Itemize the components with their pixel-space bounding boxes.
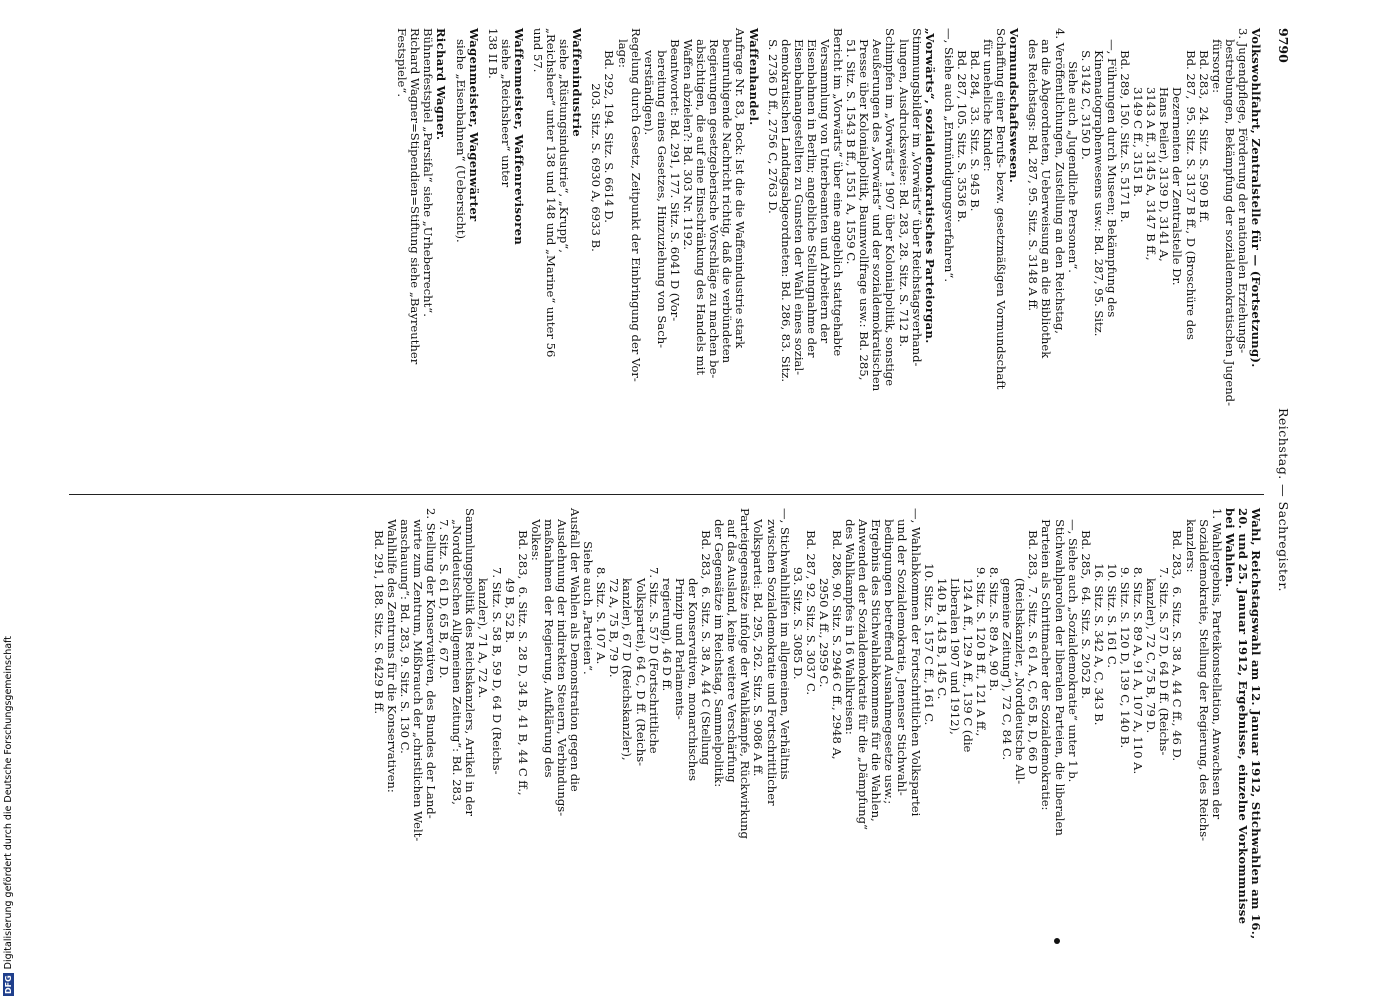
entry-line: demokratischen Landtagsabgeordneten: Bd. 286, 83. Sitz. xyxy=(778,28,793,383)
index-entry xyxy=(1026,28,1262,468)
entry-line: maßnahmen der Regierung, Aufklärung des xyxy=(541,508,556,778)
entry-line: siehe „Eisenbahnen“ (Uebersicht). xyxy=(453,28,468,243)
entry-line: und 57. xyxy=(531,28,546,73)
entry-line: Aeußerungen des „Vorwärts“ und der sozialdemokratischen xyxy=(870,28,885,392)
entry-line: „Norddeutschen Allgemeinen Zeitung“: Bd. 283, xyxy=(450,508,465,805)
entry-line: Stimmungsbilder im „Vorwärts“ über Reichstagsverhand- xyxy=(909,28,924,367)
entry-line: Anwenden der Sozialdemokratie für die „Dämpfung“ xyxy=(856,508,871,830)
entry-line: der Gegensätze im Reichstag, Sammelpolitik: xyxy=(712,508,727,788)
entry-line: 7. Sitz. S. 61 D, 65 B, 67 D. xyxy=(437,508,452,679)
entry-line: Parteien als Schrittmacher der Sozialdemokratie: xyxy=(1039,508,1054,811)
entry-line: Festspiele“. xyxy=(395,28,410,98)
entry-line: 2. Stellung der Konservativen, des Bundes der Land- xyxy=(424,508,439,819)
entry-line: an die Abgeordneten, Ueberweisung an die Bibliothek xyxy=(1039,28,1054,359)
entry-line: Parteigegensätze infolge der Wahlkämpfe, Rückwirkung xyxy=(738,508,753,839)
entry-line: Sammlungspolitik des Reichskanzlers, Artikel in der xyxy=(463,508,478,817)
entry-line: —, Siehe auch „Sozialdemokratie“ unter 1 b. xyxy=(1065,508,1080,783)
entry-line: für uneheliche Kinder: xyxy=(981,28,996,172)
entry-line: Waffen abzielen?: Bd. 303 Nr. 1192. xyxy=(681,28,696,251)
entry-line: Regierungen gesetzgeberische Vorschläge zu machen be- xyxy=(707,28,722,379)
running-title: Reichstag. — Sachregister. xyxy=(1276,407,1291,593)
entry-line: Bd. 292, 194. Sitz. S. 6614 D. xyxy=(602,28,617,223)
entry-line: lage: xyxy=(615,28,630,68)
entry-line: kanzler), 72 C, 75 B, 79 D. xyxy=(1144,508,1159,734)
index-entry xyxy=(531,28,583,468)
entry-line: regierung), 46 D ff. xyxy=(659,508,674,692)
entry-line: kanzler), 67 D (Reichskanzler), xyxy=(620,508,635,761)
entry-line: 8. Sitz. S. 89 A, 91 A, 107 A, 110 A. xyxy=(1131,508,1146,775)
entry-line: kanzlers: xyxy=(1183,508,1198,573)
page-number: 9790 xyxy=(1276,28,1291,63)
entry-line: Volkspartei: Bd. 295, 262. Sitz. S. 9086 A ff. xyxy=(751,508,766,777)
entry-heading: Wahl, Reichstagswahl am 12. Januar 1912, Stichwahlen am 16., 20. und 25. Januar 1912, Ergebnisse, einzelne Vorkommnisse bei Wahlen. xyxy=(1222,508,1263,940)
entry-line: fürsorge: xyxy=(1209,28,1224,94)
entry-line: 7. Sitz. S. 57 D, 64 D ff. (Reichs- xyxy=(1157,508,1172,756)
entry-line: 10. Sitz. S. 157 C ff., 161 C. xyxy=(921,508,936,726)
entry-line: wirte zum Zentrum, Mißbrauch der „christlichen Welt- xyxy=(411,508,425,842)
entry-line: Bühnenfestspiel „Parsifal“ siehe „Urheberrecht“. xyxy=(421,28,436,317)
page-content xyxy=(60,20,1290,980)
entry-line: bedingungen betreffend Ausnahmegesetze usw.; xyxy=(882,508,897,805)
entry-line: 3149 C ff., 3151 B. xyxy=(1131,28,1146,197)
entry-line: anschauung“: Bd. 283, 9. Sitz. S. 130 C. xyxy=(397,508,412,754)
entry-heading: Waffenhandel. xyxy=(746,28,761,126)
entry-line: 51. Sitz. S. 1543 B ff., 1551 A, 1559 C. xyxy=(844,28,859,265)
left-column xyxy=(389,28,1262,468)
entry-heading: Vormundschaftswesen. xyxy=(1007,28,1022,184)
entry-line: Ergebnis des Stichwahlabkommens für die Wahlen, xyxy=(869,508,884,822)
index-entry xyxy=(766,28,936,468)
index-entry xyxy=(486,28,525,468)
entry-line: Bd. 283, 7. Sitz. S. 61 A, C, 65 B, D, 66 D xyxy=(1026,508,1041,775)
entry-line: bestrebungen, Bekämpfung der sozialdemokratischen Jugend- xyxy=(1222,28,1237,407)
digitization-notice-label: Digitalisierung gefördert durch die Deutsche Forschungsgemeinschaft xyxy=(3,636,14,970)
entry-line: Bd. 284, 33. Sitz. S. 945 B. xyxy=(968,28,983,212)
entry-line: Eisenbahnangestellten zu Gunsten der Wahl eines sozial- xyxy=(791,28,806,376)
entry-line: Bd. 283, 6. Sitz. S. 38 A, 44 C (Stellung xyxy=(699,508,714,765)
digitization-notice-text xyxy=(2,606,16,996)
index-entry xyxy=(589,28,759,468)
entry-line: „Reichsheer“ unter 138 und 148 und „Marine“ unter 56 xyxy=(544,28,559,358)
dfg-logo: DFG xyxy=(4,975,13,994)
entry-line: Prinzip und Parlaments- xyxy=(672,508,687,720)
entry-line: bereitung eines Gesetzes, Hinzuziehung von Sach- xyxy=(654,28,669,349)
entry-line: 1. Wahlergebnis, Parteikonstellation, Anwachsen der xyxy=(1209,508,1224,820)
column-divider xyxy=(69,494,1264,495)
entry-line: des Reichstags: Bd. 287, 95. Sitz. S. 3148 A ff. xyxy=(1026,28,1041,312)
entry-line: Bd. 287, 95. Sitz. S. 3137 B ff., D (Broschüre des xyxy=(1183,28,1198,340)
entry-line: Versammlung von Unterbeamten und Arbeitern der xyxy=(818,28,832,344)
entry-heading: Waffenindustrie xyxy=(570,28,585,137)
entry-line: Volkes: xyxy=(528,508,543,561)
entry-line: Presse über Kolonialpolitik, Baumwollfrage usw.: Bd. 285, xyxy=(857,28,872,381)
entry-line: Regelung durch Gesetz, Zeitpunkt der Einbringung der Vor- xyxy=(628,28,643,382)
entry-line: kanzler), 71 A, 72 A. xyxy=(476,508,491,699)
entry-line: —, Siehe auch „Entmündigungsverfahren“. xyxy=(941,28,956,282)
entry-line: lungen, Ausdrucksweise: Bd. 283, 28. Sitz. S. 712 B. xyxy=(896,28,911,348)
entry-line: 124 A ff., 129 A ff., 139 C (die xyxy=(960,508,975,753)
entry-line: Bd. 291, 188. Sitz. S. 6429 B ff. xyxy=(371,508,386,715)
entry-line: 9. Sitz. S. 120 D, 139 C, 140 B. xyxy=(1118,508,1133,749)
entry-line: Bd. 285, 64. Sitz. S. 2052 B. xyxy=(1078,508,1093,699)
entry-line: Eisenbahnen in Berlin; angebliche Stellungnahme der xyxy=(804,28,819,358)
entry-line: des Wahlkampfes in 16 Wahlkreisen: xyxy=(843,508,858,735)
entry-line: 9. Sitz. S. 120 B ff., 121 A ff., xyxy=(974,508,989,737)
entry-line: S. 2736 D ff., 2756 C, 2763 D. xyxy=(765,28,780,214)
entry-line: 93. Sitz. S. 3085 D. xyxy=(790,508,805,680)
entry-line: 2950 A ff., 2959 C. xyxy=(816,508,831,688)
entry-heading: „Vorwärts“, sozialdemokratisches Parteiorgan. xyxy=(922,28,937,344)
entry-line: —, Wahlabkommen der Fortschrittlichen Volkspartei xyxy=(908,508,923,817)
entry-line: Schaffung einer Berufs- bezw. gesetzmäßigen Vormundschaft xyxy=(994,28,1009,390)
entry-line: Volkspartei), 64 C, D ff. (Reichs- xyxy=(633,508,648,767)
entry-line: Ausdehnung der indirekten Steuern, Verbindungs- xyxy=(555,508,570,817)
entry-line: Hans Peiler), 3139 D, 3141 A, xyxy=(1157,28,1172,262)
entry-line: Dezernenten der Zentralstelle Dr. xyxy=(1170,28,1185,286)
entry-line: 8. Sitz. S. 89 A, 90 B. xyxy=(987,508,1002,692)
entry-line: Bd. 283, 24. Sitz. S. 590 B ff. xyxy=(1196,28,1211,223)
index-entry xyxy=(453,28,479,468)
entry-line: 3. Jugendpflege, Förderung der nationalen Erziehungs- xyxy=(1235,28,1250,354)
entry-line: 7. Sitz. S. 58 B, 59 D, 64 D (Reichs- xyxy=(489,508,504,775)
entry-heading: Richard Wagner. xyxy=(434,28,449,141)
entry-line: 72 A, 75 B, 79 D. xyxy=(607,508,622,678)
entry-line: 203. Sitz. S. 6930 A, 6933 B. xyxy=(589,28,604,252)
entry-line: 3143 A ff., 3145 A, 3147 B ff., xyxy=(1144,28,1159,261)
entry-line: 4. Veröffentlichungen, Zustellung an den Reichstag, xyxy=(1052,28,1067,334)
entry-line: Siehe auch „Jugendliche Personen“. xyxy=(1065,28,1080,273)
entry-line: 16. Sitz. S. 342 A, C, 343 B. xyxy=(1091,508,1106,726)
entry-line: auf das Ausland, keine weitere Verschärfung xyxy=(725,508,740,783)
index-entry xyxy=(395,28,447,468)
entry-line: Anfrage Nr. 83, Bock: Ist die die Waffenindustrie stark xyxy=(733,28,748,349)
entry-line: Beantwortet: Bd. 291, 177. Sitz. S. 6041 D (Vor- xyxy=(667,28,682,322)
entry-line: Wahlhilfe des Zentrums für die Konservativen: xyxy=(384,508,399,793)
entry-line: gemeine Zeitung“), 72 C, 84 C. xyxy=(1000,508,1015,761)
entry-line: verständigen). xyxy=(641,28,656,136)
entry-heading: Volkswohlfahrt, Zentralstelle für — (Fortsetzung). xyxy=(1249,28,1263,368)
entry-line: absichtigen, die auf eine Einschränkung des Handels mit xyxy=(694,28,709,376)
entry-line: zwischen Sozialdemokratie und Fortschrittlicher xyxy=(764,508,779,806)
entry-line: 138 II B. xyxy=(485,28,500,79)
ink-dot xyxy=(1054,938,1060,944)
entry-line: siehe „Rüstungsindustrie“, „Krupp“, xyxy=(557,28,572,253)
digitization-notice xyxy=(2,606,16,996)
entry-line: Bd. 286, 90. Sitz. S. 2946 C ff., 2948 A, xyxy=(830,508,844,760)
entry-line: 140 B, 143 B, 145 C. xyxy=(934,508,949,700)
index-entry xyxy=(942,28,1021,468)
entry-line: Richard Wagner=Stipendien=Stiftung siehe „Bayreuther xyxy=(408,28,423,365)
entry-line: 8. Sitz. S. 107 A. xyxy=(594,508,609,665)
entry-line: 7. Sitz. S. 57 D (Fortschrittliche xyxy=(646,508,661,754)
entry-line: Bd. 287, 92. Sitz. S. 3037 C. xyxy=(803,508,818,696)
entry-line: siehe „Reichsheer“ unter xyxy=(498,28,513,188)
entry-line: (Reichskanzler, „Norddeutsche All- xyxy=(1013,508,1028,785)
right-column xyxy=(366,508,1262,948)
entry-heading: Wagenmeister, Wagenwärter xyxy=(466,28,481,222)
entry-line: Siehe auch „Parteien“. xyxy=(581,508,596,675)
index-entry xyxy=(372,508,1262,948)
entry-line: Stichwahlparolen der liberalen Parteien, die liberalen xyxy=(1052,508,1067,836)
entry-line: beunruhigende Nachricht richtig, daß die verbündeten xyxy=(720,28,735,364)
entry-line: —, Führungen durch Museen; Bekämpfung des xyxy=(1104,28,1119,318)
entry-line: Bericht im „Vorwärts“ über eine angeblich stattgehabte xyxy=(831,28,846,357)
entry-line: Ausfall der Wahlen als Demonstration gegen die xyxy=(568,508,583,792)
entry-line: der Konservativen, monarchisches xyxy=(685,508,700,782)
entry-line: —, Stichwahlhilfen im allgemeinen, Verhältnis xyxy=(777,508,792,780)
entry-line: Kinematographenwesens usw.: Bd. 287, 95. Sitz. xyxy=(1091,28,1106,337)
entry-line: Bd. 289, 150. Sitz. S. 5171 B. xyxy=(1118,28,1133,223)
entry-line: 49 B, 52 B. xyxy=(502,508,517,644)
entry-line: Schimpfen im „Vorwärts“ 1907 über Kolonialpolitik, sonstige xyxy=(883,28,898,387)
entry-line: Bd. 283, 6. Sitz. S. 28 D, 34 B, 41 B, 44 C ff., xyxy=(515,508,530,796)
entry-heading: Waffenmeister, Waffenrevisoren xyxy=(511,28,526,246)
entry-line: Bd. 283, 6. Sitz. S. 38 A, 44 C ff., 46 D. xyxy=(1170,508,1185,762)
page-header xyxy=(1274,20,1290,980)
entry-line: Sozialdemokratie, Stellung der Regierung, des Reichs- xyxy=(1196,508,1211,842)
entry-line: und der Sozialdemokratie, Jenenser Stichwahl- xyxy=(895,508,910,796)
entry-line: Liberalen 1907 und 1912), xyxy=(947,508,962,735)
entry-line: Bd. 287, 105. Sitz. S. 3536 B. xyxy=(954,28,969,223)
entry-line: S. 3142 C, 3150 D. xyxy=(1078,28,1093,160)
entry-line: 10. Sitz. S. 161 C. xyxy=(1104,508,1119,669)
